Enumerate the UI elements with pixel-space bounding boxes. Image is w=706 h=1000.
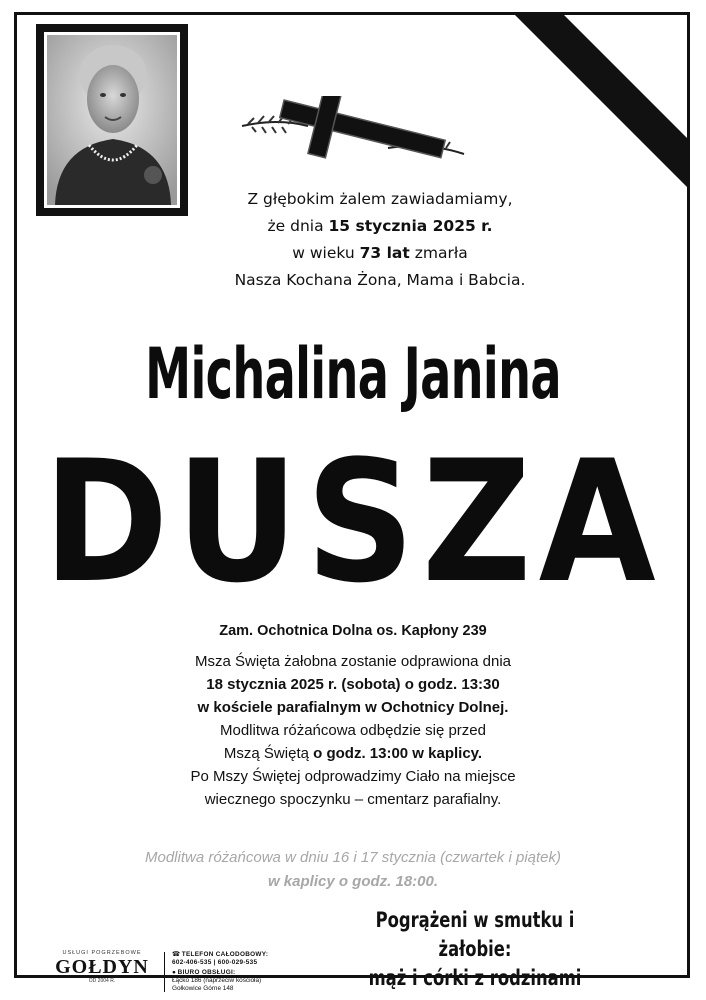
funeral-line5 — [120, 742, 586, 765]
intro-line4: Nasza Kochana Żona, Mama i Babcia. — [234, 271, 526, 289]
intro-line3-prefix: w wieku — [292, 244, 360, 262]
footer-divider — [164, 952, 165, 992]
rosary-note-line1: Modlitwa różańcowa w dniu 16 i 17 stycznia (czwartek i piątek) — [144, 849, 561, 866]
funeral-line7: wiecznego spoczynku – cmentarz parafialny. — [204, 791, 502, 808]
deceased-surname: DUSZA — [43, 424, 663, 620]
rosary-note-line2: w kaplicy o godz. 18:00. — [267, 873, 439, 890]
logo-tagline: USŁUGI POGRZEBOWE — [62, 950, 142, 956]
funeral-home-contact — [172, 951, 282, 993]
funeral-line6: Po Mszy Świętej odprowadzimy Ciało na miejsce — [190, 768, 516, 785]
funeral-line4: Modlitwa różańcowa odbędzie się przed — [220, 722, 486, 739]
mourners-line1: Pogrążeni w smutku i żałobie: — [375, 908, 575, 961]
intro-line3-suffix: zmarła — [409, 244, 468, 262]
death-date: 15 stycznia 2025 r. — [328, 217, 493, 235]
phone-icon: ☎ — [172, 951, 180, 958]
mourners-line2: mąż i córki z rodzinami — [368, 966, 582, 990]
cross-with-palm-branch-icon — [238, 96, 470, 170]
office-line1: Łącko 186 (naprzeciw kościoła) — [172, 977, 262, 984]
logo-since: OD 2004 R. — [88, 978, 116, 984]
office-line2: Gołkowice Górne 148 — [172, 985, 234, 992]
deceased-first-names: Michalina Janina — [145, 333, 561, 415]
death-announcement — [160, 186, 600, 294]
phone-numbers: 602-406-535 | 600-029-535 — [172, 959, 258, 966]
location-pin-icon: ● — [172, 969, 176, 976]
intro-line1: Z głębokim żalem zawiadamiamy, — [247, 190, 513, 208]
funeral-line5-bold: o godz. 13:00 w kaplicy. — [313, 745, 483, 762]
portrait-image — [47, 35, 177, 205]
age: 73 lat — [359, 244, 410, 262]
mourners-signature — [346, 906, 603, 993]
funeral-home-logo — [44, 950, 160, 996]
funeral-line2: 18 stycznia 2025 r. (sobota) o godz. 13:30 — [206, 676, 500, 693]
funeral-line1: Msza Święta żałobna zostanie odprawiona dnia — [194, 653, 512, 670]
funeral-line3: w kościele parafialnym w Ochotnicy Dolnej. — [197, 699, 509, 716]
intro-line2-prefix: że dnia — [267, 217, 329, 235]
funeral-details — [120, 650, 586, 811]
rosary-note — [60, 846, 646, 894]
phone-label: TELEFON CAŁODOBOWY: — [181, 951, 269, 958]
office-label: BIURO OBSŁUGI: — [177, 969, 236, 976]
funeral-line5-prefix: Mszą Świętą — [223, 745, 314, 762]
logo-name: GOŁDYN — [55, 956, 149, 978]
deceased-address: Zam. Ochotnica Dolna os. Kapłony 239 — [219, 623, 487, 639]
